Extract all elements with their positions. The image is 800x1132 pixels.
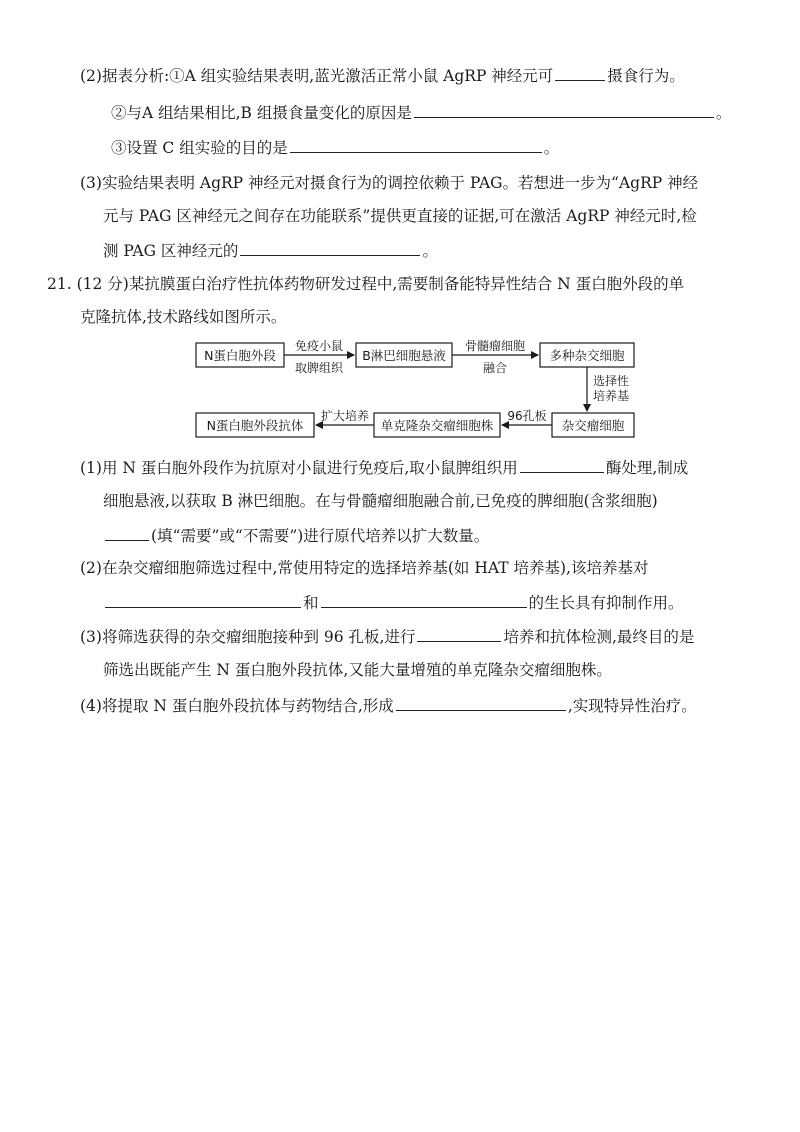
box-n-protein-extracellular-label: N蛋白胞外段 <box>204 348 276 363</box>
q21-part2-line2 <box>103 591 684 614</box>
q20-part3-line1: (3)实验结果表明 AgRP 神经元对摄食行为的调控依赖于 PAG。若想进一步为“AgRP 神经 <box>80 174 699 192</box>
box-b-cell-suspension-label: B淋巴细胞悬液 <box>362 348 446 363</box>
q21-part1-line3 <box>103 524 489 547</box>
box-hybridoma-cells <box>552 413 634 437</box>
arrow-fusion-top-label: 骨髓瘤细胞 <box>464 339 526 353</box>
arrow-selection-label-2: 培养基 <box>593 389 630 403</box>
box-n-protein-antibody-label: N蛋白胞外段抗体 <box>206 418 304 433</box>
q21-part4-text-end: ,实现特异性治疗。 <box>567 697 697 715</box>
q21-part2-line1: (2)在杂交瘤细胞筛选过程中,常使用特定的选择培养基(如 HAT 培养基),该培养基对 <box>80 559 649 577</box>
q21-part1-text-1: (1)用 N 蛋白胞外段作为抗原对小鼠进行免疫后,取小鼠脾组织用 <box>80 459 518 477</box>
q20-part3-line3 <box>103 239 438 262</box>
box-b-cell-suspension <box>356 343 452 367</box>
q20-part3-text: 测 PAG 区神经元的 <box>103 242 239 260</box>
q21-part2-and: 和 <box>303 594 319 612</box>
answer-blank-3[interactable] <box>240 239 420 256</box>
arrow-fusion-bottom-label: 融合 <box>482 361 508 375</box>
q21-part1-line2: 细胞悬液,以获取 B 淋巴细胞。在与骨髓瘤细胞融合前,已免疫的脾细胞(含浆细胞) <box>103 492 658 510</box>
answer-blank-21-2-1[interactable] <box>105 591 301 608</box>
q21-intro-line1: 21. (12 分)某抗膜蛋白治疗性抗体药物研发过程中,需要制备能特异性结合 N 蛋白胞外段的单 <box>47 275 685 293</box>
answer-blank-21-2-2[interactable] <box>321 591 527 608</box>
arrow-selection-label-1: 选择性 <box>593 374 630 388</box>
box-hybridoma-cells-label: 杂交瘤细胞 <box>561 418 625 433</box>
answer-blank-2-1[interactable] <box>555 64 605 81</box>
q20-part2-text-a-end: 摄食行为。 <box>607 67 685 85</box>
arrow-96-well-label: 96孔板 <box>507 409 547 423</box>
box-n-protein-extracellular <box>196 343 284 367</box>
q20-part3-text-end: 。 <box>422 242 438 260</box>
arrow-expand-culture-label: 扩大培养 <box>320 409 370 423</box>
q21-part1-line1 <box>80 456 688 479</box>
q20-part2-text-b: ②与A 组结果相比,B 组摄食量变化的原因是 <box>111 104 412 122</box>
box-n-protein-antibody <box>196 413 314 437</box>
arrow-immunize-bottom-label: 取脾组织 <box>294 361 344 375</box>
answer-blank-2-3[interactable] <box>290 136 542 153</box>
q20-part2-text-c-end: 。 <box>543 139 560 157</box>
answer-blank-21-1-2[interactable] <box>105 524 149 541</box>
q21-part1-text-3: (填“需要”或“不需要”)进行原代培养以扩大数量。 <box>151 527 490 545</box>
q20-part3-line2: 元与 PAG 区神经元之间存在功能联系”提供更直接的证据,可在激活 AgRP 神经元时,检 <box>103 207 697 225</box>
q21-part4-line1 <box>80 694 697 717</box>
q20-part2-text-b-end: 。 <box>715 104 732 122</box>
answer-blank-2-2[interactable] <box>414 101 714 118</box>
q21-part3-line2: 筛选出既能产生 N 蛋白胞外段抗体,又能大量增殖的单克隆杂交瘤细胞株。 <box>103 661 612 679</box>
q20-part2-line2 <box>111 101 731 124</box>
box-monoclonal-hybridoma <box>374 413 500 437</box>
answer-blank-21-1-1[interactable] <box>520 456 604 473</box>
q21-part2-text-end: 的生长具有抑制作用。 <box>528 594 684 612</box>
answer-blank-21-4[interactable] <box>396 694 566 711</box>
box-monoclonal-hybridoma-label: 单克隆杂交瘤细胞株 <box>380 418 494 433</box>
q21-part3-line1 <box>80 625 694 648</box>
q21-part4-text: (4)将提取 N 蛋白胞外段抗体与药物结合,形成 <box>80 697 394 715</box>
box-hybrid-cells-label: 多种杂交细胞 <box>549 348 625 363</box>
q21-part3-text-1: (3)将筛选获得的杂交瘤细胞接种到 96 孔板,进行 <box>80 628 416 646</box>
q20-part2-text-a: (2)据表分析:①A 组实验结果表明,蓝光激活正常小鼠 AgRP 神经元可 <box>80 67 554 85</box>
q20-part2-text-c: ③设置 C 组实验的目的是 <box>111 139 288 157</box>
answer-blank-21-3[interactable] <box>417 625 501 642</box>
q21-part3-text-1-end: 培养和抗体检测,最终目的是 <box>503 628 695 646</box>
q20-part2-line3 <box>111 136 559 159</box>
q21-intro-line2: 克隆抗体,技术路线如图所示。 <box>80 308 287 326</box>
box-hybrid-cells <box>540 343 634 367</box>
q21-part1-text-1-end: 酶处理,制成 <box>605 459 689 477</box>
arrow-immunize-top-label: 免疫小鼠 <box>294 339 344 353</box>
q20-part2-line1 <box>80 64 685 87</box>
